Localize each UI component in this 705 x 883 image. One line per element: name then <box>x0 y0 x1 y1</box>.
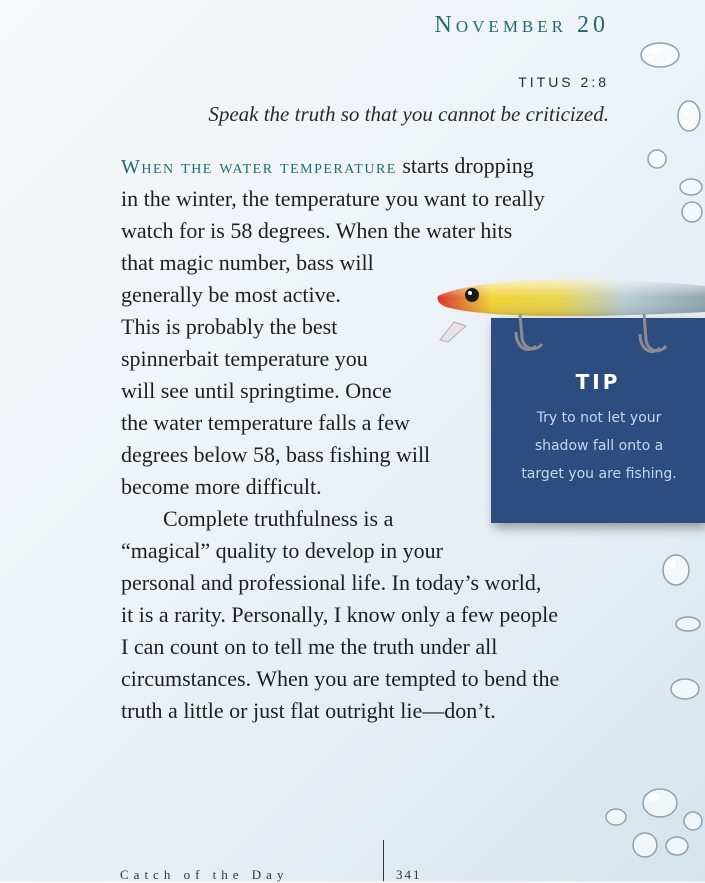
text-line: will see until springtime. Once <box>121 378 392 403</box>
text-line: personal and professional life. In today’s world, <box>121 570 542 595</box>
scripture-reference: TITUS 2:8 <box>518 74 609 90</box>
text-line: the water temperature falls a few <box>121 410 410 435</box>
text-line: become more difficult. <box>121 474 322 499</box>
water-drop-icon <box>646 148 668 170</box>
water-drop-icon <box>674 614 702 634</box>
tip-line: target you are fishing. <box>521 466 677 482</box>
page-number: 341 <box>396 867 422 882</box>
tip-line: shadow fall onto a <box>534 438 664 454</box>
text-line: watch for is 58 degrees. When the water hits <box>121 218 513 243</box>
water-drop-icon <box>604 806 628 828</box>
water-drop-icon <box>664 834 690 858</box>
lead-in-phrase: When the water temperature <box>121 156 397 178</box>
text-line: it is a rarity. Personally, I know only a few people <box>121 602 559 627</box>
water-drop-icon <box>668 676 702 702</box>
water-drop-icon <box>630 830 660 860</box>
fishing-lure-icon <box>432 262 705 384</box>
book-title: Catch of the Day <box>120 867 289 882</box>
text-line: Complete truthfulness is a <box>163 506 394 531</box>
water-drop-icon <box>680 200 704 224</box>
text-line <box>121 150 621 183</box>
text-line: that magic number, bass will <box>121 250 374 275</box>
text-line: degrees below 58, bass fishing will <box>121 442 431 467</box>
text-line: generally be most active. <box>121 282 341 307</box>
text-line: I can count on to tell me the truth under all <box>121 634 498 659</box>
text-line: This is probably the best <box>121 314 338 339</box>
water-drop-icon <box>678 176 704 198</box>
text-line: circumstances. When you are tempted to bend the <box>121 666 560 691</box>
water-drop-icon <box>682 810 704 832</box>
water-drop-icon <box>640 786 680 820</box>
text-line: truth a little or just flat outright lie—don’t. <box>121 698 496 723</box>
text-fragment: starts dropping <box>396 153 534 178</box>
text-line: “magical” quality to develop in your <box>121 538 443 563</box>
tip-text <box>509 404 689 488</box>
footer-divider <box>383 840 384 881</box>
page-date: November 20 <box>434 12 609 38</box>
tip-line: Try to not let your <box>536 410 662 426</box>
water-drop-icon <box>660 552 692 588</box>
water-drop-icon <box>638 40 682 70</box>
tip-title: TIP <box>575 370 621 394</box>
text-line: spinnerbait temperature you <box>121 346 368 371</box>
text-line: in the winter, the temperature you want to really <box>121 186 545 211</box>
water-drop-icon <box>676 98 702 134</box>
scripture-quote: Speak the truth so that you cannot be criticized. <box>208 102 609 126</box>
